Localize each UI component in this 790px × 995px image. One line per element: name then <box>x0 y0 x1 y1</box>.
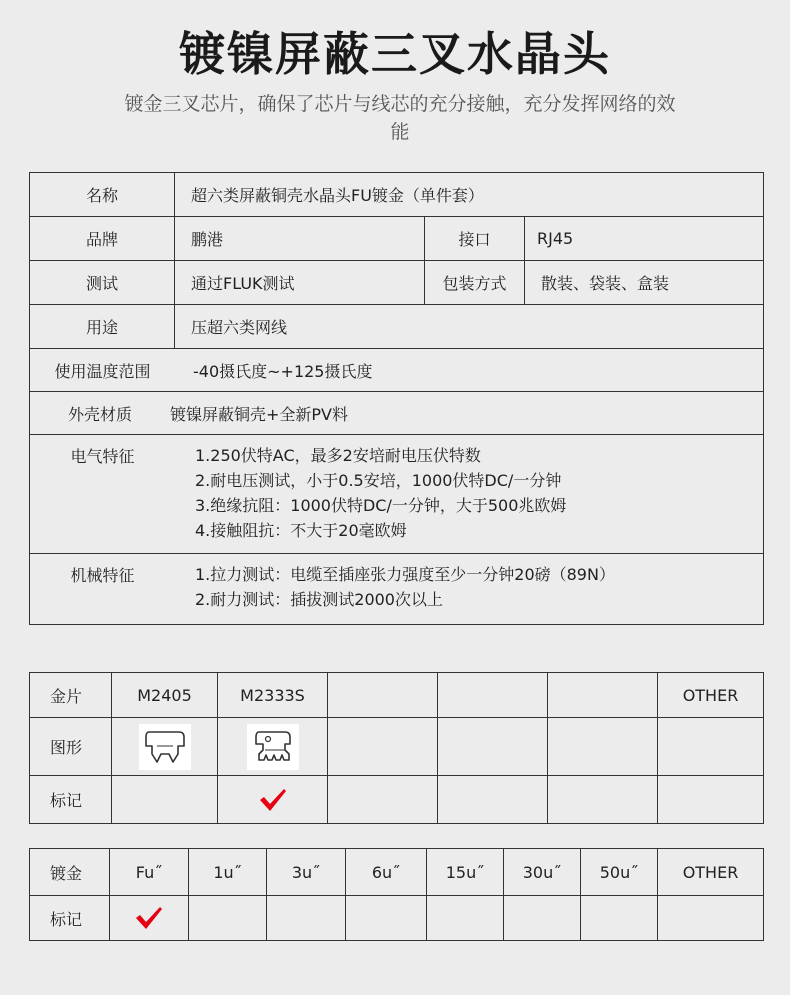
page-title: 镀镍屏蔽三叉水晶头 <box>179 27 611 81</box>
spec-value-usage: 压超六类网线 <box>175 305 764 349</box>
spec-value-shell: 镀镍屏蔽铜壳+全新PV料 <box>170 404 349 424</box>
plate-col-1: 1u˝ <box>189 849 267 896</box>
chip-row-label-mark: 标记 <box>30 776 112 824</box>
chip-col-5: OTHER <box>658 673 764 718</box>
plate-col-2: 3u˝ <box>267 849 346 896</box>
spec-row-brand <box>30 217 764 261</box>
spec-value-pack: 散装、袋装、盒装 <box>525 261 764 305</box>
spec-value-name: 超六类屏蔽铜壳水晶头FU镀金（单件套） <box>175 173 764 217</box>
spec-row-electrical <box>30 435 764 554</box>
check-mark-icon <box>134 905 164 931</box>
chip-row-shape <box>30 718 764 776</box>
plate-row-spec <box>30 849 764 896</box>
plate-col-4: 15u˝ <box>427 849 504 896</box>
electrical-line: 2.耐电压测试，小于0.5安培，1000伏特DC/一分钟 <box>195 471 562 490</box>
electrical-line: 4.接触阻抗：不大于20毫欧姆 <box>195 521 407 540</box>
chip-col-1: M2333S <box>218 673 328 718</box>
spec-label-electrical: 电气特征 <box>70 447 135 466</box>
plate-col-7: OTHER <box>658 849 764 896</box>
chip-col-2 <box>328 673 438 718</box>
spec-label-port: 接口 <box>425 217 525 261</box>
chip-table <box>29 672 764 824</box>
chip-row-label-shape: 图形 <box>30 718 112 776</box>
spec-value-test: 通过FLUK测试 <box>175 261 425 305</box>
plate-row-mark <box>30 896 764 941</box>
chip-shape-m2405-icon <box>139 724 191 770</box>
plate-col-0: Fu˝ <box>110 849 189 896</box>
mechanical-line: 2.耐力测试：插拔测试2000次以上 <box>195 590 443 609</box>
plate-col-3: 6u˝ <box>346 849 427 896</box>
plate-row-label-spec: 镀金 <box>30 849 110 896</box>
chip-col-4 <box>548 673 658 718</box>
spec-label-shell: 外壳材质 <box>67 404 132 424</box>
spec-value-port: RJ45 <box>525 217 764 261</box>
spec-row-temp <box>30 349 764 392</box>
chip-row-mark <box>30 776 764 824</box>
chip-shape-m2333s-icon <box>247 724 299 770</box>
spec-label-mechanical: 机械特征 <box>70 566 135 585</box>
page-subtitle: 镀金三叉芯片，确保了芯片与线芯的充分接触，充分发挥网络的效能 <box>124 93 676 143</box>
chip-col-3 <box>438 673 548 718</box>
spec-label-pack: 包装方式 <box>425 261 525 305</box>
mechanical-lines <box>175 562 615 612</box>
electrical-line: 1.250伏特AC，最多2安培耐电压伏特数 <box>195 446 481 465</box>
spec-label-name: 名称 <box>30 173 175 217</box>
spec-row-usage <box>30 305 764 349</box>
spec-value-brand: 鹏港 <box>175 217 425 261</box>
spec-label-brand: 品牌 <box>30 217 175 261</box>
chip-col-0: M2405 <box>112 673 218 718</box>
electrical-line: 3.绝缘抗阻：1000伏特DC/一分钟，大于500兆欧姆 <box>195 496 567 515</box>
spec-table <box>29 172 764 625</box>
plating-table <box>29 848 764 941</box>
spec-label-usage: 用途 <box>30 305 175 349</box>
mechanical-line: 1.拉力测试：电缆至插座张力强度至少一分钟20磅（89N） <box>195 565 615 584</box>
plate-col-6: 50u˝ <box>581 849 658 896</box>
plate-col-5: 30u˝ <box>504 849 581 896</box>
spec-label-test: 测试 <box>30 261 175 305</box>
check-mark-icon <box>258 787 288 813</box>
spec-row-test <box>30 261 764 305</box>
chip-row-label-model: 金片 <box>30 673 112 718</box>
spec-row-mechanical <box>30 554 764 625</box>
spec-value-temp: -40摄氏度~+125摄氏度 <box>193 361 373 381</box>
spec-row-shell <box>30 392 764 435</box>
spec-label-temp: 使用温度范围 <box>54 361 151 381</box>
spec-row-name <box>30 173 764 217</box>
chip-row-model <box>30 673 764 718</box>
plate-row-label-mark: 标记 <box>30 896 110 941</box>
electrical-lines <box>175 443 566 543</box>
